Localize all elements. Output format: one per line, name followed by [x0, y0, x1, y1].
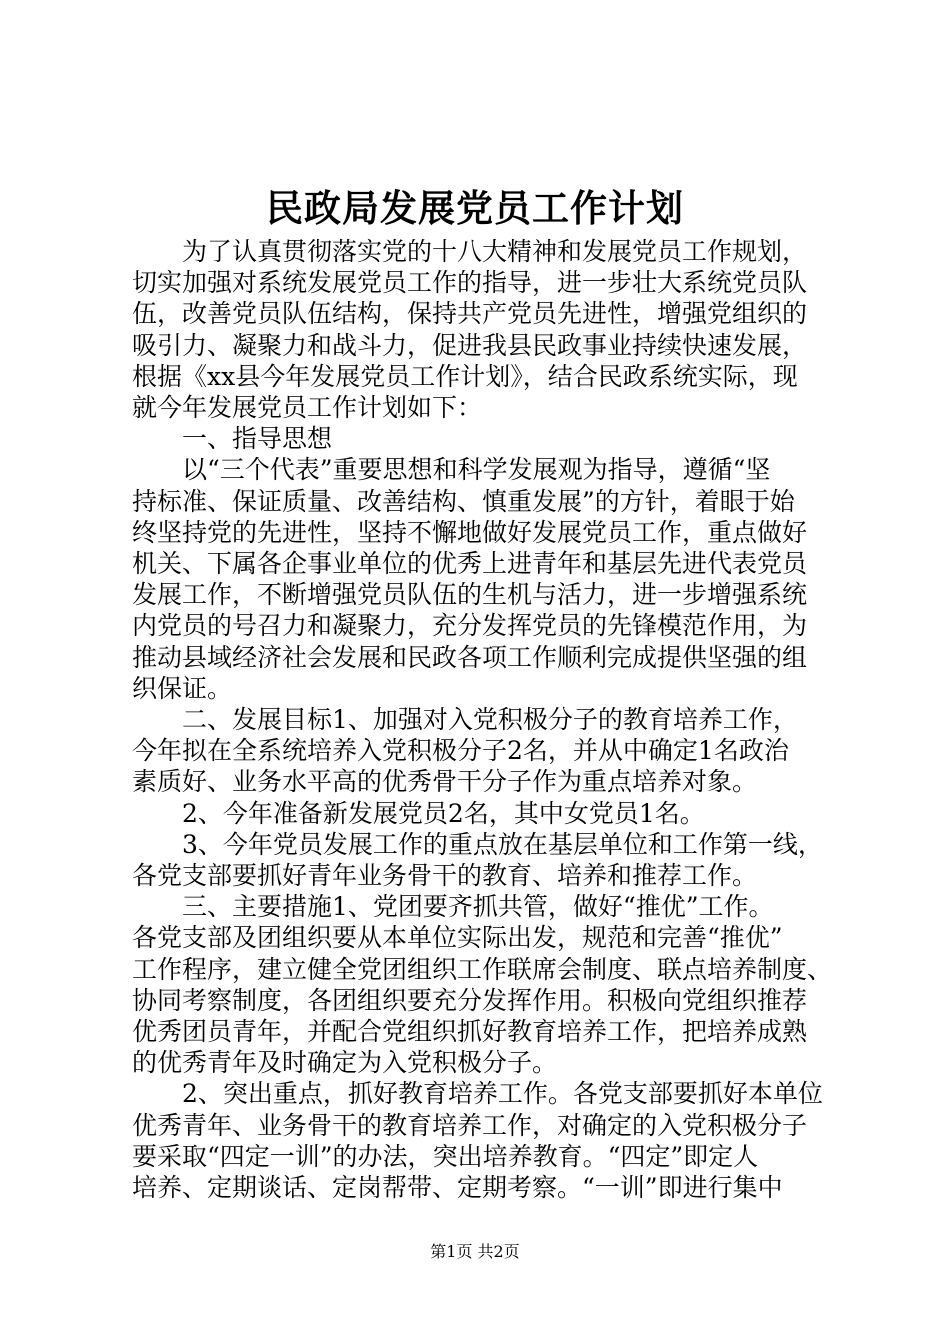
body-line: 二、发展目标1、加强对入党积极分子的教育培养工作， [132, 705, 798, 735]
body-line: 推动县域经济社会发展和民政各项工作顺利完成提供坚强的组 [132, 642, 808, 672]
body-line: 就今年发展党员工作计划如下： [132, 393, 483, 423]
page-footer: 第1页 共2页 [430, 1242, 520, 1261]
body-line: 以“三个代表”重要思想和科学发展观为指导，遵循“坚 [132, 455, 771, 485]
body-line: 织保证。 [132, 673, 233, 703]
body-line: 素质好、业务水平高的优秀骨干分子作为重点培养对象。 [132, 767, 758, 797]
body-line: 机关、下属各企事业单位的优秀上进青年和基层先进代表党员 [132, 549, 808, 579]
body-line: 各党支部要抓好青年业务骨干的教育、培养和推荐工作。 [132, 861, 758, 891]
document-title: 民政局发展党员工作计划 [266, 186, 684, 230]
body-line: 优秀团员青年，并配合党组织抓好教育培养工作，把培养成熟 [132, 1017, 808, 1047]
body-line: 根据《xx县今年发展党员工作计划》，结合民政系统实际，现 [132, 361, 798, 391]
body-line: 各党支部及团组织要从本单位实际出发，规范和完善“推优” [132, 923, 783, 953]
body-line: 要采取“四定一训”的办法，突出培养教育。“四定”即定人 [132, 1141, 759, 1171]
body-line: 2、今年准备新发展党员2名，其中女党员1名。 [132, 798, 705, 828]
body-line: 发展工作，不断增强党员队伍的生机与活力，进一步增强系统 [132, 580, 808, 610]
body-line: 的优秀青年及时确定为入党积极分子。 [132, 1048, 558, 1078]
body-line: 2、突出重点，抓好教育培养工作。各党支部要抓好本单位 [132, 1079, 823, 1109]
body-line: 今年拟在全系统培养入党积极分子2名，并从中确定1名政治 [132, 736, 789, 766]
body-line: 内党员的号召力和凝聚力，充分发挥党员的先锋模范作用，为 [132, 611, 808, 641]
body-line: 协同考察制度，各团组织要充分发挥作用。积极向党组织推荐 [132, 985, 808, 1015]
body-line: 吸引力、凝聚力和战斗力，促进我县民政事业持续快速发展， [132, 330, 808, 360]
body-line: 为了认真贯彻落实党的十八大精神和发展党员工作规划， [132, 237, 808, 266]
body-line: 终坚持党的先进性，坚持不懈地做好发展党员工作，重点做好 [132, 517, 808, 547]
body-line: 持标准、保证质量、改善结构、慎重发展”的方针，着眼于始 [132, 486, 795, 516]
body-line: 一、指导思想 [132, 424, 333, 454]
body-line: 伍，改善党员队伍结构，保持共产党员先进性，增强党组织的 [132, 299, 808, 329]
body-line: 3、今年党员发展工作的重点放在基层单位和工作第一线， [132, 829, 823, 859]
body-line: 三、主要措施1、党团要齐抓共管，做好“推优”工作。 [132, 892, 774, 922]
body-line: 工作程序，建立健全党团组织工作联席会制度、联点培养制度、 [132, 954, 833, 984]
body-line: 切实加强对系统发展党员工作的指导，进一步壮大系统党员队 [132, 268, 808, 298]
body-line: 培养、定期谈话、定岗帮带、定期考察。“一训”即进行集中 [132, 1173, 783, 1203]
body-line: 优秀青年、业务骨干的教育培养工作，对确定的入党积极分子 [132, 1110, 808, 1140]
document-body [132, 236, 832, 1203]
